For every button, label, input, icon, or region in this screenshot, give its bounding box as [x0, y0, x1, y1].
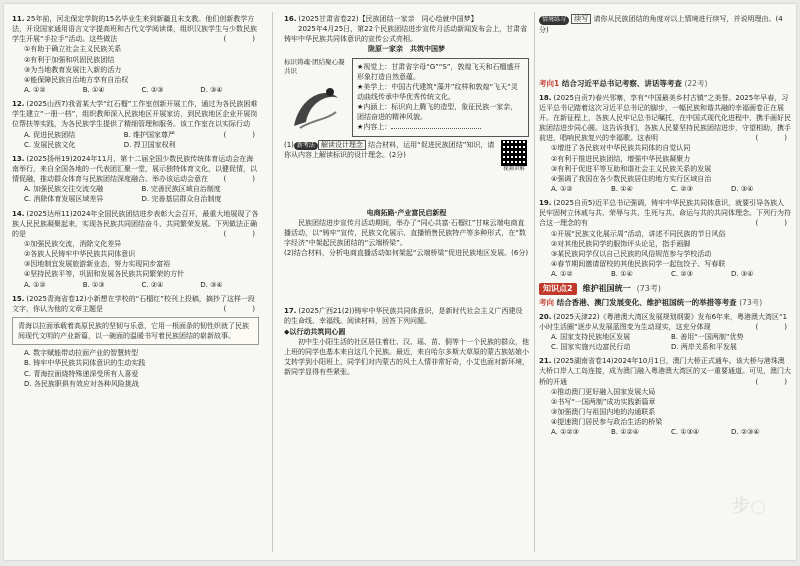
- choice-d[interactable]: D. ②③④: [731, 428, 760, 437]
- choice-d[interactable]: D. ③④: [731, 270, 754, 279]
- option-line: ②对其他民族同学的服饰评头论足，指手画脚: [551, 239, 691, 248]
- answer-blank[interactable]: ( ): [755, 322, 791, 331]
- answer-space[interactable]: [284, 258, 529, 302]
- intro-passage: 2025年4月25日，第22个民族团结进步宣传月活动新闻发布会上，甘肃省铸牢中华民族共同体意识的宣传公式亮相。: [284, 25, 528, 44]
- choice-a[interactable]: A. 国家支持民族地区发展: [551, 332, 631, 341]
- scenario-badge: 情境练习: [539, 16, 569, 25]
- qr-caption: 视频讲解: [502, 165, 525, 172]
- answer-blank[interactable]: ( ): [223, 130, 259, 139]
- answer-blank[interactable]: ( ): [755, 377, 791, 386]
- question-stem: (2025扬州19)2024年11月，第十二届全国少数民族传统体育运动会在海南举行，来自全国各地的一代表团汇聚一堂，展示独特体育文化，以健促情，以情促融，推动群众体育与民族团结深度融合。举办该运动会意在: [12, 154, 257, 184]
- answer-blank[interactable]: ( ): [223, 175, 259, 184]
- choice-b[interactable]: B. 铸牢中华民族共同体意识的生动实践: [24, 359, 146, 368]
- logo-illustration: [284, 58, 348, 137]
- knowledge-point-label: 知识点2: [539, 283, 577, 295]
- option-line: ①加强民族交流，消除文化差异: [24, 239, 122, 248]
- question-number: 14.: [12, 209, 25, 218]
- choice-d[interactable]: D. ③④: [731, 184, 754, 193]
- choice-a[interactable]: A. ①②: [24, 85, 46, 94]
- question-number: 21.: [539, 357, 552, 366]
- question-14: [12, 209, 259, 290]
- option-line: ②有利于推进民族团结，增强中华民族凝聚力: [551, 154, 691, 163]
- option-line: ③有利于促进平等互助和谐社会主义民族关系的发展: [551, 164, 712, 173]
- choice-a[interactable]: A. ①②: [551, 184, 573, 193]
- option-line: ④能保障民族自治地方享有自治权: [24, 75, 129, 84]
- question-number: 18.: [539, 93, 552, 102]
- option-line: ③为当地教育发展注入新的活力: [24, 65, 122, 74]
- question-stem: (2025达州11)2024年全国民族团结进步表彰大会召开，最重大地展现了各族人民民族凝聚起来，实现各民族共同团结奋斗、共同繁荣发展。下列做法正确的是: [12, 209, 259, 238]
- question-15: [12, 294, 259, 389]
- choice-d[interactable]: D. 捍卫国家权利: [123, 140, 176, 149]
- answer-blank[interactable]: ( ): [755, 134, 791, 143]
- option-line: ②有利于加强和巩固民族团结: [24, 55, 115, 64]
- direction-count: (22考): [684, 78, 708, 88]
- material-title: 陇原一家亲 共筑中国梦: [368, 45, 445, 54]
- choice-c[interactable]: C. 青海拉面烧特殊递深受所有人喜爱: [24, 369, 139, 378]
- new-method-badge: 新考法: [294, 142, 318, 151]
- choice-d[interactable]: D. 两岸关系和平发展: [671, 343, 737, 352]
- option-line: ②书写“一国两制”成功实践新篇章: [551, 397, 656, 406]
- choice-c[interactable]: C. ②③: [141, 85, 164, 94]
- note-visual: ★视觉上：甘肃省字母“G”“S”，敦煌飞天和石榴盛开形象打造自然意蕴。: [357, 62, 521, 81]
- exam-direction-2: [539, 298, 791, 309]
- direction-title: 结合习近平总书记考察、讲话等考查: [561, 78, 682, 88]
- sub-question-tag: 解读设计理念: [318, 140, 366, 150]
- choice-b[interactable]: B. ①②④: [611, 428, 640, 437]
- answer-space[interactable]: [284, 174, 529, 208]
- choice-c[interactable]: C. ②③: [671, 270, 693, 279]
- column-right: [539, 14, 791, 441]
- question-stem: (2025青海省卷12)小新想在学校的“石榴红”校刊上投稿，摘抄了这样一段文字，你认为他的文章主题是: [12, 294, 255, 313]
- question-17: [284, 306, 529, 377]
- direction-count: (73考): [739, 297, 763, 307]
- quote-box: 青海以拉面承载着高原民族的坚韧与乐意，它用一根面条的韧性织就了民族间现代文明的产业新篇，以一碗面的温暖书写着民族团结的崭新故事。: [12, 317, 259, 345]
- choice-a[interactable]: A. ①②③: [551, 428, 579, 437]
- question-17-continued: [539, 14, 791, 75]
- choice-b[interactable]: B. 完善民族区域自治制度: [141, 185, 221, 194]
- question-12: [12, 99, 259, 150]
- choice-a[interactable]: A. 数字赋能带动拉面产业的智慧转型: [24, 349, 139, 358]
- choice-a[interactable]: A. ①②: [24, 280, 46, 289]
- knowledge-point-2: [539, 283, 791, 295]
- continue-tag: 续写: [571, 14, 591, 24]
- question-13: [12, 154, 259, 205]
- sub-question-number: (1): [284, 140, 294, 149]
- flying-apsaras-logo-icon: [286, 76, 346, 136]
- illustration-caption: 标识铸魂·团结聚心凝共识: [284, 57, 345, 75]
- note-content: [357, 122, 524, 132]
- question-stem: (2025山西7)我省某大学“红石榴”工作室创新开展工作，通过为各民族困难学生建立“一册一档”，组织教师深入民族地区开展家访，到民族地区企业开展岗位帮扶等实践，为各民族学生提供了精细管理和服务。该工作室在以实际行动: [12, 100, 258, 129]
- direction-label: 考向: [539, 297, 554, 307]
- direction-title: 结合香港、澳门发展变化、维护祖国统一的举措等考查: [556, 297, 737, 307]
- option-line: ③某民族同学仅以自己民族的风俗规范参与学校活动: [551, 249, 712, 258]
- option-line: ①推动澳门更好融入国家发展大局: [551, 387, 656, 396]
- column-left: [12, 14, 259, 393]
- sub-question-2: (2)结合材料，分析电商直播活动如何架起“云端桥梁”促进民族地区发展。(6分): [284, 249, 529, 258]
- choice-c[interactable]: C. 消除体育发展区域差异: [24, 195, 104, 204]
- column-divider: [272, 12, 273, 552]
- question-stem: (2025甘肃省卷22)【民族团结一家亲 同心绘就中国梦】: [298, 15, 478, 23]
- choice-d[interactable]: D. ③④: [200, 280, 223, 289]
- choice-b[interactable]: B. ①④: [611, 184, 633, 193]
- answer-blank[interactable]: ( ): [223, 304, 259, 313]
- option-line: ③因地制宜发展旅游新业态，努力实现同步富裕: [24, 260, 171, 269]
- option-line: ①增进了各民族对中华民族共同体的自觉认同: [551, 144, 691, 153]
- choice-d[interactable]: D. ③④: [200, 85, 223, 94]
- question-stem: 25年前，河北保定学院的15名毕业生来到新疆且末支教。他们创新教学方法，开设国家通用语言文字提高班和古代文学阅读课，组织汉族学生与少数民族学生开展“手拉手”活动。这些做法: [12, 15, 257, 44]
- question-number: 15.: [12, 294, 25, 303]
- choice-c[interactable]: C. ②③: [671, 184, 693, 193]
- choice-b[interactable]: B. ①③: [82, 280, 105, 289]
- answer-space[interactable]: [539, 35, 791, 75]
- qr-block[interactable]: [499, 140, 529, 174]
- exam-page: [4, 4, 796, 560]
- question-number: 12.: [12, 100, 25, 109]
- option-line: ④坚持民族平等，巩固和发展各民族共同繁荣的方针: [24, 270, 185, 279]
- question-stem: (2025天津22)《粤港澳大湾区发展规划纲要》发布6年来，粤港澳大湾区“1小时生活圈”逐步从发展蓝图变为生动现实，这充分体现: [539, 312, 788, 331]
- choice-c[interactable]: C. 发展民族文化: [24, 140, 76, 149]
- note-content-label: ★内容上：: [357, 123, 392, 132]
- choice-a[interactable]: A. 促进民族团结: [24, 130, 76, 139]
- question-number: 13.: [12, 154, 25, 163]
- choice-b[interactable]: B. ①④: [82, 85, 105, 94]
- question-stem: (2025自贡7)春兴邻寨，享有“中国最美乡村古镇”之美誉。2025年早春，习近平总书记踏着这次习近平总书记的脚步，一幅民族和谐共融的幸福画卷正在展开。在新征程上，各族人民牢记总书记嘱托，在中国式现代化进程中，携手画好民族团结进步同心圆。这告诉我们，各族人民要坚持民族团结进步，守望相助，携手前进，唱响民族复兴的幸福歌。这表明: [539, 93, 791, 143]
- question-number: 17.: [284, 307, 297, 316]
- question-16: [284, 14, 529, 302]
- question-18: [539, 93, 791, 194]
- section-title: 电商拓路·产业富民启新程: [366, 208, 447, 217]
- question-stem: (2025广西21(2))铸牢中华民族共同体意识，是新时代社会主义广西建设的生命线、幸福线。阅读材料，回答下列问题。: [284, 307, 523, 326]
- question-number: 19.: [539, 199, 552, 208]
- column-middle: [284, 14, 529, 381]
- answer-blank[interactable]: ( ): [223, 35, 259, 44]
- choice-c[interactable]: C. ①③④: [671, 428, 700, 437]
- note-connotation: ★内涵上：标识向上腾飞的造型，象征民族一家亲，团结奋进的精神风貌。: [357, 103, 518, 122]
- question-number: 11.: [12, 15, 25, 23]
- choice-a[interactable]: A. ①②: [551, 270, 573, 279]
- question-stem: (2025湖南省卷14)2024年10月1日，澳门大桥正式通车。该大桥与港珠澳大桥口岸人工岛连接，成为澳门融入粤港澳大湾区的又一重要通道。可见，澳门大桥的开通: [539, 357, 791, 386]
- choice-c[interactable]: C. ②④: [141, 280, 164, 289]
- exam-direction-1: [539, 79, 791, 90]
- question-number: 16.: [284, 15, 297, 23]
- choice-b[interactable]: B. 维护国家尊严: [123, 130, 176, 139]
- question-number: 20.: [539, 312, 552, 321]
- choice-b[interactable]: B. 善用“一国两制”优势: [671, 332, 744, 341]
- material-heading: ◆以行动共筑同心圆: [284, 327, 346, 336]
- choice-a[interactable]: A. 加强民族交往交流交融: [24, 185, 104, 194]
- option-line: ④强调了我国在各少数民族居住的地方实行区域自治: [551, 174, 712, 183]
- sub-question-text: 结合材料，运用“促进民族团结”知识，请你从内容上解读标识的设计理念。(2分): [284, 140, 495, 160]
- direction-label: 考向1: [539, 78, 560, 88]
- knowledge-point-count: (73考): [636, 284, 661, 294]
- option-line: ④提速澳门居民参与政治生活的桥梁: [551, 418, 663, 427]
- answer-line[interactable]: [391, 122, 481, 129]
- qr-code-icon[interactable]: [501, 140, 527, 166]
- column-divider: [534, 12, 535, 552]
- knowledge-point-title: 维护祖国统一: [582, 284, 631, 294]
- question-19: [539, 198, 791, 279]
- option-line: ①有助于确立社会主义民族关系: [24, 45, 122, 54]
- watermark: 步○: [732, 495, 766, 517]
- ecommerce-passage: 民族团结进步宣传月活动期间，举办了“同心共富·石榴红”甘味云端电商直播活动，以“铸牢”宣传，民族文化展示、直播销售民族特产等多种形式，在“数字经济”中架起民族团结的“云端桥梁”。: [284, 218, 526, 247]
- answer-blank[interactable]: ( ): [755, 219, 791, 228]
- option-line: ③加强澳门与祖国内地的沟通联系: [551, 407, 656, 416]
- question-11: [12, 14, 259, 95]
- choice-d[interactable]: D. 完善基层群众自治制度: [141, 195, 222, 204]
- choice-b[interactable]: B. ①④: [611, 270, 633, 279]
- question-21: [539, 356, 791, 437]
- option-line: ①开展“民族文化展示周”活动，讲述不同民族的节日风俗: [551, 229, 726, 238]
- continue-text: 请你从民族团结的角度对以上情境进行续写，并说明理由。(4分): [539, 15, 783, 34]
- design-notes-box: [352, 58, 529, 137]
- note-aesthetic: ★美学上：中国古代建筑“藻井”纹样和敦煌“飞天”灵动曲线传承中华优秀传统文化。: [357, 82, 518, 101]
- choice-c[interactable]: C. 国家实施兴边富民行动: [551, 343, 631, 352]
- answer-blank[interactable]: ( ): [223, 229, 259, 238]
- question-stem: (2025自贡5)近平总书记强调，铸牢中华民族共同体意识，就要引导各族人民牢固树立休戚与共、荣辱与共、生死与共、命运与共的共同体理念。下列行为符合这一理念的有: [539, 199, 791, 228]
- choice-d[interactable]: D. 各民族职俱有效应对各种风险挑战: [24, 379, 139, 388]
- material-passage: 初中生小阳生活的社区居住着壮、汉、瑶、苗、侗等十一个民族的群众，他上班的同学也基本来自这几个民族。最近，来自哈尔多斯大草原的蒙古族姑娘小艾转学到小阳班上，同学们对内蒙古的风土人情非常好奇，小艾也面对新环境，新同学显得有些紧张。: [284, 337, 529, 377]
- option-line: ②各族人民铸牢中华民族共同体意识: [24, 250, 136, 259]
- option-line: ④春节期间邀请留校的其他民族同学一起包饺子、写春联: [551, 259, 726, 268]
- question-20: [539, 312, 791, 353]
